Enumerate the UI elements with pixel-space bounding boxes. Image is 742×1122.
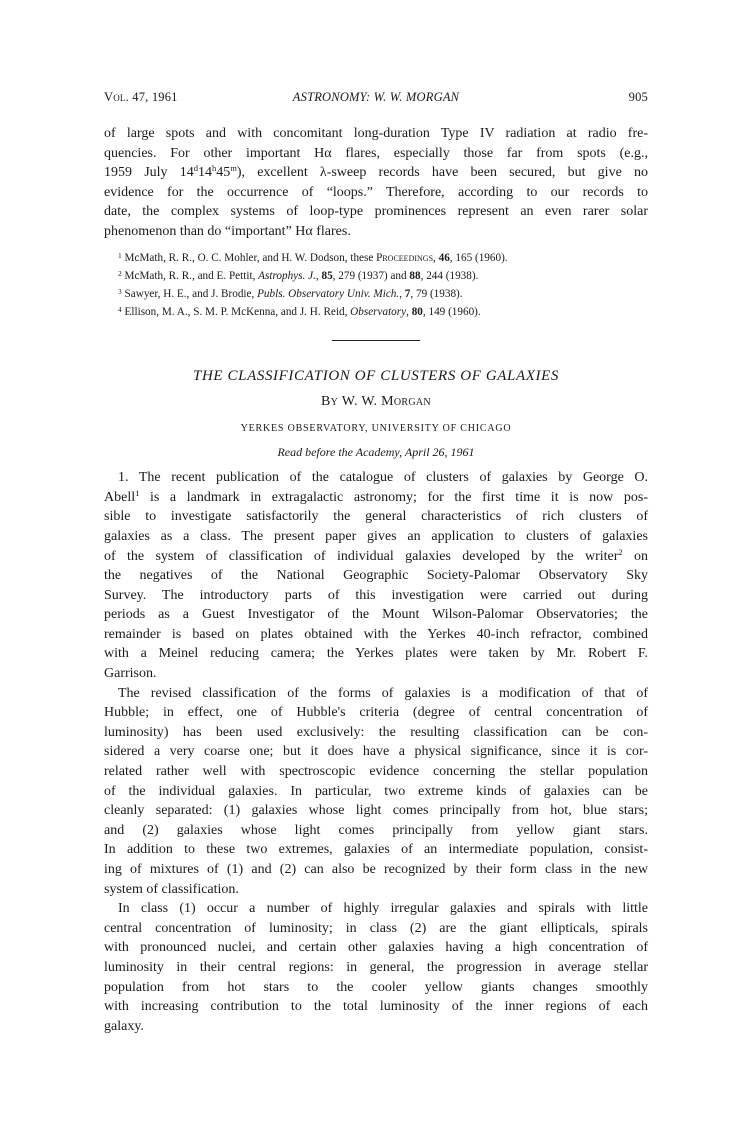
- text-line: luminosity) has been used exclusively: the resulting classification can be con-: [104, 724, 648, 740]
- text-line: system of classification.: [104, 881, 239, 897]
- text-line: periods as a Guest Investigator of the Mount Wilson-Palomar Observatories; the: [104, 607, 648, 623]
- author-byline: By W. W. Morgan: [321, 394, 431, 410]
- text-line: galaxies as a class. The present paper gives an application to clusters of galaxies: [104, 528, 648, 544]
- footnote-3: $^3$ Sawyer, H. E., and J. Brodie, Publs. Observatory Univ. Mich., 7, 79 (1938).: [118, 287, 463, 301]
- footnotes: [118, 248, 648, 321]
- text-line: with pronounced nuclei, and certain other galaxies having a high concentration of: [104, 940, 648, 956]
- text-line: Garrison.: [104, 666, 157, 682]
- page-number: 905: [628, 90, 648, 104]
- text-line: luminosity in their central regions: in general, the progression in average stellar: [104, 959, 648, 975]
- text-line: evidence for the occurrence of “loops.” Therefore, according to our records to: [104, 184, 648, 200]
- author-affiliation: YERKES OBSERVATORY, UNIVERSITY OF CHICAGO: [240, 422, 512, 434]
- text-line: date, the complex systems of loop-type prominences represent an even rarer solar: [104, 204, 648, 220]
- text-line: population from hot stars to the cooler yellow giants changes smoothly: [104, 979, 648, 995]
- text-line: sidered a very coarse one; but it does have a physical significance, since it is cor-: [104, 744, 648, 760]
- text-line: and (2) galaxies whose light comes principally from yellow giant stars.: [104, 822, 648, 838]
- footnote-1: $^1$ McMath, R. R., O. C. Mohler, and H. W. Dodson, these Proceedings, 46, 165 (1960).: [118, 250, 508, 264]
- footnote-4: $^4$ Ellison, M. A., S. M. P. McKenna, and J. H. Reid, Observatory, 80, 149 (1960).: [118, 305, 481, 319]
- text-line: of the individual galaxies. In particular, two extreme kinds of galaxies can be: [104, 783, 648, 799]
- text-line: central concentration of luminosity; in class (2) are the giant ellipticals, spirals: [104, 920, 648, 936]
- text-line: with increasing contribution to the total luminosity of the inner regions of each: [104, 999, 648, 1015]
- running-title: ASTRONOMY: W. W. MORGAN: [292, 90, 460, 104]
- paragraph-1: [104, 468, 648, 684]
- text-line: with a Meinel reducing camera; the Yerkes plates were taken by Mr. Robert F.: [104, 646, 648, 662]
- text-line: 1. The recent publication of the catalogue of clusters of galaxies by George O.: [118, 470, 648, 486]
- read-date-note: Read before the Academy, April 26, 1961: [277, 444, 475, 459]
- running-head: [104, 90, 648, 108]
- paragraph-3: [104, 899, 648, 1036]
- article-body: [104, 468, 648, 1036]
- text-line: 1959 July 14$^d$14$^h$45$^m$), excellent λ-sweep records have been secured, but give no: [104, 163, 648, 181]
- section-divider: [332, 340, 420, 341]
- volume-label: Vol. 47, 1961: [104, 90, 178, 104]
- text-line: Survey. The introductory parts of this investigation were carried out during: [104, 587, 648, 603]
- text-line: quencies. For other important Hα flares, especially those far from spots (e.g.,: [104, 145, 648, 161]
- text-line: In addition to these two extremes, galaxies of an intermediate population, consist-: [104, 842, 648, 858]
- footnote-2: $^2$ McMath, R. R., and E. Pettit, Astrophys. J., 85, 279 (1937) and 88, 244 (1938).: [118, 268, 479, 282]
- text-line: ing of mixtures of (1) and (2) can also be recognized by their form class in the new: [104, 862, 648, 877]
- text-line: galaxy.: [104, 1018, 144, 1034]
- text-line: of large spots and with concomitant long-duration Type IV radiation at radio fre-: [104, 126, 648, 141]
- page-body: [104, 124, 648, 1036]
- text-line: related rather well with spectroscopic evidence concerning the stellar population: [104, 764, 648, 780]
- intro-paragraph: [104, 124, 648, 242]
- text-line: the negatives of the National Geographic Society-Palomar Observatory Sky: [104, 568, 648, 584]
- paragraph-2: [104, 684, 648, 900]
- text-line: Hubble; in effect, one of Hubble's criteria (degree of central concentration of: [104, 705, 648, 721]
- text-line: The revised classification of the forms of galaxies is a modification of that of: [118, 685, 648, 701]
- text-line: of the system of classification of individual galaxies developed by the writer$^2$ on: [104, 546, 649, 564]
- text-line: cleanly separated: (1) galaxies whose light comes principally from hot, blue stars;: [104, 803, 648, 819]
- text-line: In class (1) occur a number of highly irregular galaxies and spirals with little: [118, 901, 648, 917]
- text-line: remainder is based on plates obtained with the Yerkes 40-inch refractor, combined: [104, 626, 648, 642]
- text-line: sible to investigate satisfactorily the general characteristics of rich clusters of: [104, 509, 648, 525]
- text-line: phenomenon than do “important” Hα flares.: [104, 223, 351, 239]
- text-line: Abell$^1$ is a landmark in extragalactic astronomy; for the first time it is now pos-: [104, 487, 648, 505]
- article-title: THE CLASSIFICATION OF CLUSTERS OF GALAXIES: [193, 367, 559, 384]
